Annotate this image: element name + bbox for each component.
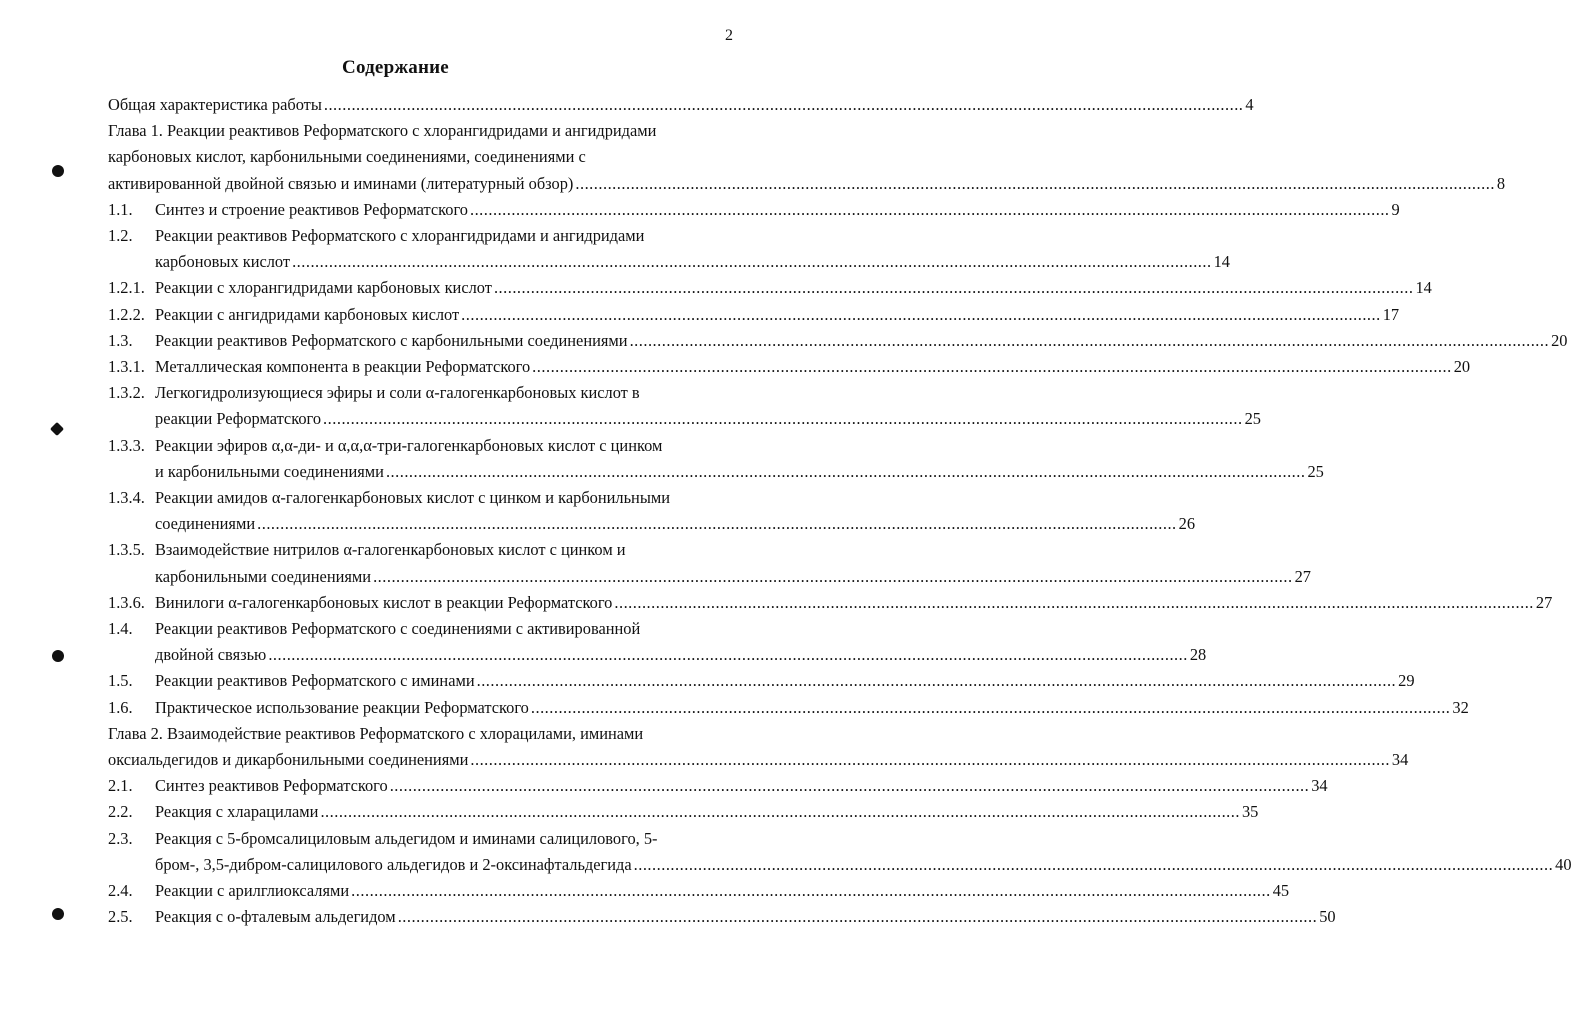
margin-mark <box>50 422 64 436</box>
dot-leader: ........................................................................................................................................................................................................ <box>323 95 1244 114</box>
toc-entry-text: двойной связью <box>155 645 267 665</box>
dot-leader: ........................................................................................................................................................................................................ <box>268 645 1188 665</box>
toc-entry-text: Глава 1. Реакции реактивов Реформатского с хлорангидридами и ангидридами <box>108 121 657 141</box>
toc-page-number: 27 <box>1535 592 1553 612</box>
toc-entry-number: 2.2. <box>108 802 133 822</box>
toc-entry-text: Реакции с хлорангидридами карбоновых кислот <box>155 278 492 298</box>
toc-entry-number: 1.4. <box>108 619 133 639</box>
toc-page-number: 27 <box>1294 566 1311 586</box>
toc-page-number: 4 <box>1245 95 1254 114</box>
toc-page-number: 26 <box>1178 514 1196 534</box>
dot-leader: ........................................................................................................................................................................................................ <box>470 750 1390 770</box>
toc-entry <box>108 433 1324 485</box>
toc-page-number: 28 <box>1189 645 1207 665</box>
toc-entry <box>108 773 1328 799</box>
toc-entry-text: Реакции реактивов Реформатского с соединениями с активированной <box>155 619 641 639</box>
toc-page-number: 14 <box>1213 252 1230 272</box>
toc-entry <box>108 380 1261 432</box>
toc-entry-text: карбонильными соединениями <box>155 566 372 586</box>
toc-entry-number: 1.3.4. <box>108 488 145 508</box>
toc-page-number: 9 <box>1391 199 1400 219</box>
page-number: 2 <box>725 27 733 44</box>
dot-leader: ........................................................................................................................................................................................................ <box>469 199 1390 219</box>
toc-entry <box>108 537 1311 589</box>
toc-entry-number: 1.2.2. <box>108 304 145 324</box>
toc-entry-text: Металлическая компонента в реакции Реформатского <box>155 357 531 377</box>
toc-entry-text: активированной двойной связью и иминами (литературный обзор) <box>108 173 574 193</box>
toc-entry-text: Глава 2. Взаимодействие реактивов Реформатского с хлорацилами, иминами <box>108 723 644 743</box>
toc-entry-text: Практическое использование реакции Реформатского <box>155 697 529 717</box>
toc-entry-text: Синтез и строение реактивов Реформатского <box>155 199 468 219</box>
toc-entry-text: карбоновых кислот <box>155 252 291 272</box>
toc-entry <box>108 223 1230 275</box>
toc-entry-text: Реакции реактивов Реформатского с карбонильными соединениями <box>155 330 628 350</box>
dot-leader: ........................................................................................................................................................................................................ <box>257 514 1177 534</box>
dot-leader: ........................................................................................................................................................................................................ <box>351 881 1271 901</box>
toc-entry-text: и карбонильными соединениями <box>155 461 384 481</box>
toc-entry <box>108 590 1553 616</box>
toc-entry <box>108 668 1415 694</box>
toc-page-number: 32 <box>1452 697 1469 717</box>
toc-entry <box>108 826 1572 878</box>
toc-entry-number: 1.6. <box>108 697 133 717</box>
toc-page-number: 45 <box>1272 881 1290 901</box>
toc-entry <box>108 721 1409 773</box>
toc-page-number: 34 <box>1391 750 1409 770</box>
toc-entry <box>108 275 1432 301</box>
margin-mark <box>52 650 64 662</box>
toc-entry-number: 1.2. <box>108 226 133 246</box>
toc-entry-number: 2.5. <box>108 907 133 927</box>
toc-entry-number: 1.3.1. <box>108 357 145 377</box>
toc-entry-number: 1.5. <box>108 671 133 691</box>
toc-entry-number: 1.3. <box>108 330 133 350</box>
dot-leader: ........................................................................................................................................................................................................ <box>389 776 1310 796</box>
toc-page-number: 17 <box>1382 304 1400 324</box>
toc-entry-text: Реакции с ангидридами карбоновых кислот <box>155 304 460 324</box>
toc-entry-text: Реакции с арилглиоксалями <box>155 881 350 901</box>
toc-entry-text: оксиальдегидов и дикарбонильными соединениями <box>108 750 469 770</box>
toc-page-number: 20 <box>1453 357 1471 377</box>
toc-entry-number: 1.3.3. <box>108 435 145 455</box>
toc-entry-text: Реакция с о-фталевым альдегидом <box>155 907 396 927</box>
dot-leader: ........................................................................................................................................................................................................ <box>530 697 1451 717</box>
toc-page-number: 35 <box>1241 802 1259 822</box>
toc-entry <box>108 197 1400 223</box>
dot-leader: ........................................................................................................................................................................................................ <box>292 252 1212 272</box>
toc-entry <box>108 118 1506 197</box>
toc-entry <box>108 485 1196 537</box>
toc-entry-text: Реакции реактивов Реформатского с иминами <box>155 671 475 691</box>
toc-entry-number: 1.3.2. <box>108 383 145 403</box>
toc-page-number: 14 <box>1415 278 1432 298</box>
toc-page-number: 8 <box>1496 173 1506 193</box>
toc-page-number: 29 <box>1398 671 1415 691</box>
toc-entry <box>108 302 1400 328</box>
dot-leader: ........................................................................................................................................................................................................ <box>629 330 1550 350</box>
toc-entry-text: Легкогидролизующиеся эфиры и соли α-галогенкарбоновых кислот в <box>155 383 640 403</box>
dot-leader: ........................................................................................................................................................................................................ <box>493 278 1414 298</box>
toc-entry <box>108 616 1207 668</box>
dot-leader: ........................................................................................................................................................................................................ <box>323 409 1243 429</box>
toc-entry-text: реакции Реформатского <box>155 409 322 429</box>
toc-entry-text: Реакция с хларацилами <box>155 802 319 822</box>
toc-entry-text: Синтез реактивов Реформатского <box>155 776 388 796</box>
dot-leader: ........................................................................................................................................................................................................ <box>476 671 1397 691</box>
toc-entry-text: карбоновых кислот, карбонильными соединениями, соединениями с <box>108 147 586 167</box>
dot-leader: ........................................................................................................................................................................................................ <box>633 854 1554 874</box>
toc-entry-text: Взаимодействие нитрилов α-галогенкарбоновых кислот с цинком и <box>155 540 626 560</box>
toc-page-number: 20 <box>1551 330 1568 350</box>
toc-entry-number: 2.4. <box>108 881 133 901</box>
dot-leader: ........................................................................................................................................................................................................ <box>532 357 1452 377</box>
dot-leader: ........................................................................................................................................................................................................ <box>373 566 1293 586</box>
dot-leader: ........................................................................................................................................................................................................ <box>397 907 1318 927</box>
margin-mark <box>52 908 64 920</box>
toc-page-number: 25 <box>1307 461 1324 481</box>
toc-entry <box>108 878 1290 904</box>
toc-page-number: 40 <box>1555 854 1572 874</box>
toc-entry-number: 1.1. <box>108 199 133 219</box>
toc-entry-text: Реакции амидов α-галогенкарбоновых кислот с цинком и карбонильными <box>155 488 670 508</box>
page-title: Содержание <box>342 57 449 78</box>
toc-page-number: 50 <box>1319 907 1336 927</box>
toc-entry <box>108 799 1259 825</box>
toc-entry-number: 2.1. <box>108 776 133 796</box>
toc-entry-text: соединениями <box>155 514 256 534</box>
toc-entry-text: Реакция с 5-бромсалициловым альдегидом и иминами салицилового, 5- <box>155 828 658 848</box>
toc-entry <box>108 328 1568 354</box>
dot-leader: ........................................................................................................................................................................................................ <box>614 592 1534 612</box>
toc-entry <box>108 695 1469 721</box>
toc-entry-text: Винилоги α-галогенкарбоновых кислот в реакции Реформатского <box>155 592 613 612</box>
toc-entry-number: 2.3. <box>108 828 133 848</box>
dot-leader: ........................................................................................................................................................................................................ <box>575 173 1495 193</box>
toc-entry-text: бром-, 3,5-дибром-салицилового альдегидов и 2-оксинафтальдегида <box>155 854 632 874</box>
toc-page-number: 34 <box>1311 776 1328 796</box>
toc-page-number: 25 <box>1244 409 1261 429</box>
toc-entry-text: Реакции эфиров α,α-ди- и α,α,α-три-галогенкарбоновых кислот с цинком <box>155 435 663 455</box>
toc-entry-text: Общая характеристика работы <box>108 95 322 114</box>
margin-mark <box>52 165 64 177</box>
toc-entry-text: Реакции реактивов Реформатского с хлорангидридами и ангидридами <box>155 226 645 246</box>
toc-entry-number: 1.2.1. <box>108 278 145 298</box>
dot-leader: ........................................................................................................................................................................................................ <box>385 461 1306 481</box>
toc-entry <box>108 92 1254 118</box>
toc-entry <box>108 354 1471 380</box>
table-of-contents <box>108 92 1572 931</box>
toc-entry-number: 1.3.6. <box>108 592 145 612</box>
dot-leader: ........................................................................................................................................................................................................ <box>320 802 1240 822</box>
toc-entry-number: 1.3.5. <box>108 540 145 560</box>
dot-leader: ........................................................................................................................................................................................................ <box>461 304 1381 324</box>
toc-entry <box>108 904 1336 930</box>
